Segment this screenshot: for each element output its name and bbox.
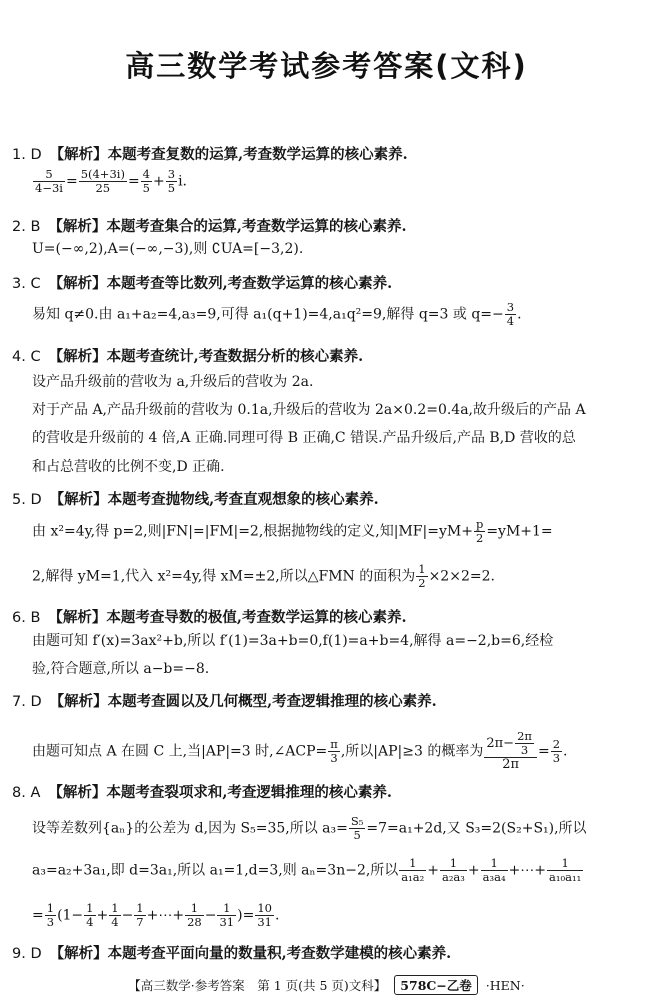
compound-fraction: 2π− $\frac{2\pi}{3}$ 2π (484, 730, 537, 773)
question-9-heading (12, 942, 451, 963)
question-6-heading (12, 606, 407, 627)
question-number: 9. D (12, 946, 42, 962)
footer-tag: ·HEN· (485, 978, 525, 993)
question-number: 2. B (12, 219, 41, 235)
fraction: $\frac{\text{S₅}}{5}$ (350, 814, 364, 843)
question-number: 5. D (12, 492, 42, 508)
fraction: $\frac{2}{3}$ (552, 736, 561, 766)
fraction: $\frac{1}{4}$ (86, 901, 94, 930)
analysis-tag: 【解析】 (48, 610, 107, 626)
question-4-line-4: 和占总营收的比例不变,D 正确. (32, 459, 225, 475)
question-5-line-1: 由 x²=4y,得 p=2,则|FN|=|FM|=2,根据抛物线的定义,知|MF|=yM+ $\frac{p}{2}$ =yM+1= (32, 517, 553, 546)
fraction: $\frac{1}{\text{a₃a₄}}$ (482, 856, 506, 885)
fraction: $\frac{4}{5}$ (142, 167, 150, 196)
question-number: 7. D (12, 694, 42, 710)
fraction: $\frac{1}{28}$ (187, 901, 202, 930)
question-number: 1. D (12, 147, 42, 163)
question-5-heading (12, 488, 379, 509)
question-7-heading (12, 690, 437, 711)
analysis-tag: 【解析】 (48, 349, 107, 365)
question-topic: 本题考查抛物线,考查直观想象的核心素养. (107, 491, 379, 508)
question-7-line-1: 由题可知点 A 在圆 C 上,当|AP|=3 时,∠ACP= $\frac{\pi}{3}$ ,所以|AP|≥3 的概率为 2π− $\frac{2\pi}{3}$ 2π = $\frac{2}{3}$ . (32, 729, 568, 773)
fraction: $\frac{1}{\text{a₁₀a₁₁}}$ (549, 856, 582, 885)
fraction: $\frac{1}{7}$ (136, 901, 144, 930)
fraction: $\frac{2\pi}{3}$ (517, 729, 532, 758)
fraction: $\frac{\pi}{3}$ (330, 736, 338, 766)
analysis-tag: 【解析】 (48, 785, 107, 801)
fraction: $\frac{5(4+3i)}{25}$ (80, 167, 125, 196)
question-8-line-2: a₃=a₂+3a₁,即 d=3a₁,所以 a₁=1,d=3,则 aₙ=3n−2,所以 $\frac{1}{\text{a₁a₂}}$ + $\frac{1}{\text{a₂a₃}}$ + $\frac{1}{\text{a₃a₄}}$ +⋯+ $\frac{1}{\text{a₁₀a₁₁}}$ (32, 856, 582, 885)
question-3-line-1: 易知 q≠0.由 a₁+a₂=4,a₃=9,可得 a₁(q+1)=4,a₁q²=9,解得 q=3 或 q=− $\frac{3}{4}$ . (32, 300, 522, 329)
question-topic: 本题考查平面向量的数量积,考查数学建模的核心素养. (107, 945, 452, 962)
fraction: $\frac{10}{31}$ (257, 901, 272, 930)
analysis-tag: 【解析】 (48, 219, 107, 235)
exam-code-badge: 578C−乙卷 (394, 975, 478, 995)
question-number: 3. C (12, 276, 41, 292)
question-topic: 本题考查集合的运算,考查数学运算的核心素养. (106, 218, 407, 235)
question-number: 6. B (12, 610, 41, 626)
question-number: 4. C (12, 349, 41, 365)
analysis-tag: 【解析】 (49, 492, 108, 508)
page-title: 高三数学考试参考答案(文科) (125, 49, 528, 83)
question-topic: 本题考查导数的极值,考查数学运算的核心素养. (106, 609, 407, 626)
page-footer (0, 975, 653, 995)
question-6-line-1: 由题可知 f′(x)=3ax²+b,所以 f′(1)=3a+b=0,f(1)=a+b=4,解得 a=−2,b=6,经检 (32, 633, 554, 649)
fraction: $\frac{p}{2}$ (475, 517, 484, 546)
question-4-line-1: 设产品升级前的营收为 a,升级后的营收为 2a. (32, 374, 314, 390)
question-8-line-1: 设等差数列{aₙ}的公差为 d,因为 S₅=35,所以 a₃= $\frac{\text{S₅}}{5}$ =7=a₁+2d,又 S₃=2(S₂+S₁),所以 (32, 814, 587, 843)
fraction: $\frac{3}{5}$ (167, 167, 176, 196)
question-topic: 本题考查等比数列,考查数学运算的核心素养. (106, 275, 393, 292)
footer-page-info: 【高三数学·参考答案 第 1 页(共 5 页)文科】 (128, 978, 387, 993)
question-8-line-3: = $\frac{1}{3}$ (1− $\frac{1}{4}$ + $\frac{1}{4}$ − $\frac{1}{7}$ +⋯+ $\frac{1}{28}$ − $\frac{1}{31}$ )= $\frac{10}{31}$ . (32, 901, 280, 930)
question-topic: 本题考查统计,考查数据分析的核心素养. (106, 348, 364, 365)
question-topic: 本题考查圆以及几何概型,考查逻辑推理的核心素养. (107, 693, 437, 710)
fraction: $\frac{1}{2}$ (418, 562, 426, 591)
question-1-line-1: $\frac{5}{4-3i}$ = $\frac{5(4+3i)}{25}$ = $\frac{4}{5}$ + $\frac{3}{5}$ i. (35, 167, 187, 196)
question-4-line-2: 对于产品 A,产品升级前的营收为 0.1a,升级后的营收为 2a×0.2=0.4a,故升级后的产品 A (32, 402, 586, 418)
question-topic: 本题考查裂项求和,考查逻辑推理的核心素养. (106, 784, 392, 801)
question-6-line-2: 验,符合题意,所以 a−b=−8. (32, 661, 210, 677)
question-3-heading (12, 272, 392, 293)
fraction: $\frac{1}{4}$ (111, 901, 119, 930)
question-5-line-2: 2,解得 yM=1,代入 x²=4y,得 xM=±2,所以△FMN 的面积为 $\frac{1}{2}$ ×2×2=2. (32, 562, 495, 591)
question-2-heading (12, 215, 407, 236)
fraction: $\frac{3}{4}$ (506, 300, 515, 329)
question-2-line-1: U=(−∞,2),A=(−∞,−3),则 ∁UA=[−3,2). (32, 241, 304, 257)
fraction: $\frac{1}{\text{a₂a₃}}$ (441, 856, 465, 885)
question-1-heading (12, 143, 408, 164)
fraction: $\frac{1}{\text{a₁a₂}}$ (401, 856, 425, 885)
question-4-heading (12, 345, 363, 366)
question-8-heading (12, 781, 392, 802)
fraction: $\frac{1}{31}$ (219, 901, 235, 930)
analysis-tag: 【解析】 (49, 946, 108, 962)
analysis-tag: 【解析】 (49, 694, 108, 710)
fraction: $\frac{5}{4-3i}$ (35, 167, 63, 196)
analysis-tag: 【解析】 (48, 276, 107, 292)
question-number: 8. A (12, 785, 41, 801)
fraction: $\frac{1}{3}$ (46, 901, 55, 930)
question-4-line-3: 的营收是升级前的 4 倍,A 正确.同理可得 B 正确,C 错误.产品升级后,产品 B,D 营收的总 (32, 430, 576, 446)
analysis-tag: 【解析】 (49, 147, 108, 163)
question-topic: 本题考查复数的运算,考查数学运算的核心素养. (107, 146, 408, 163)
